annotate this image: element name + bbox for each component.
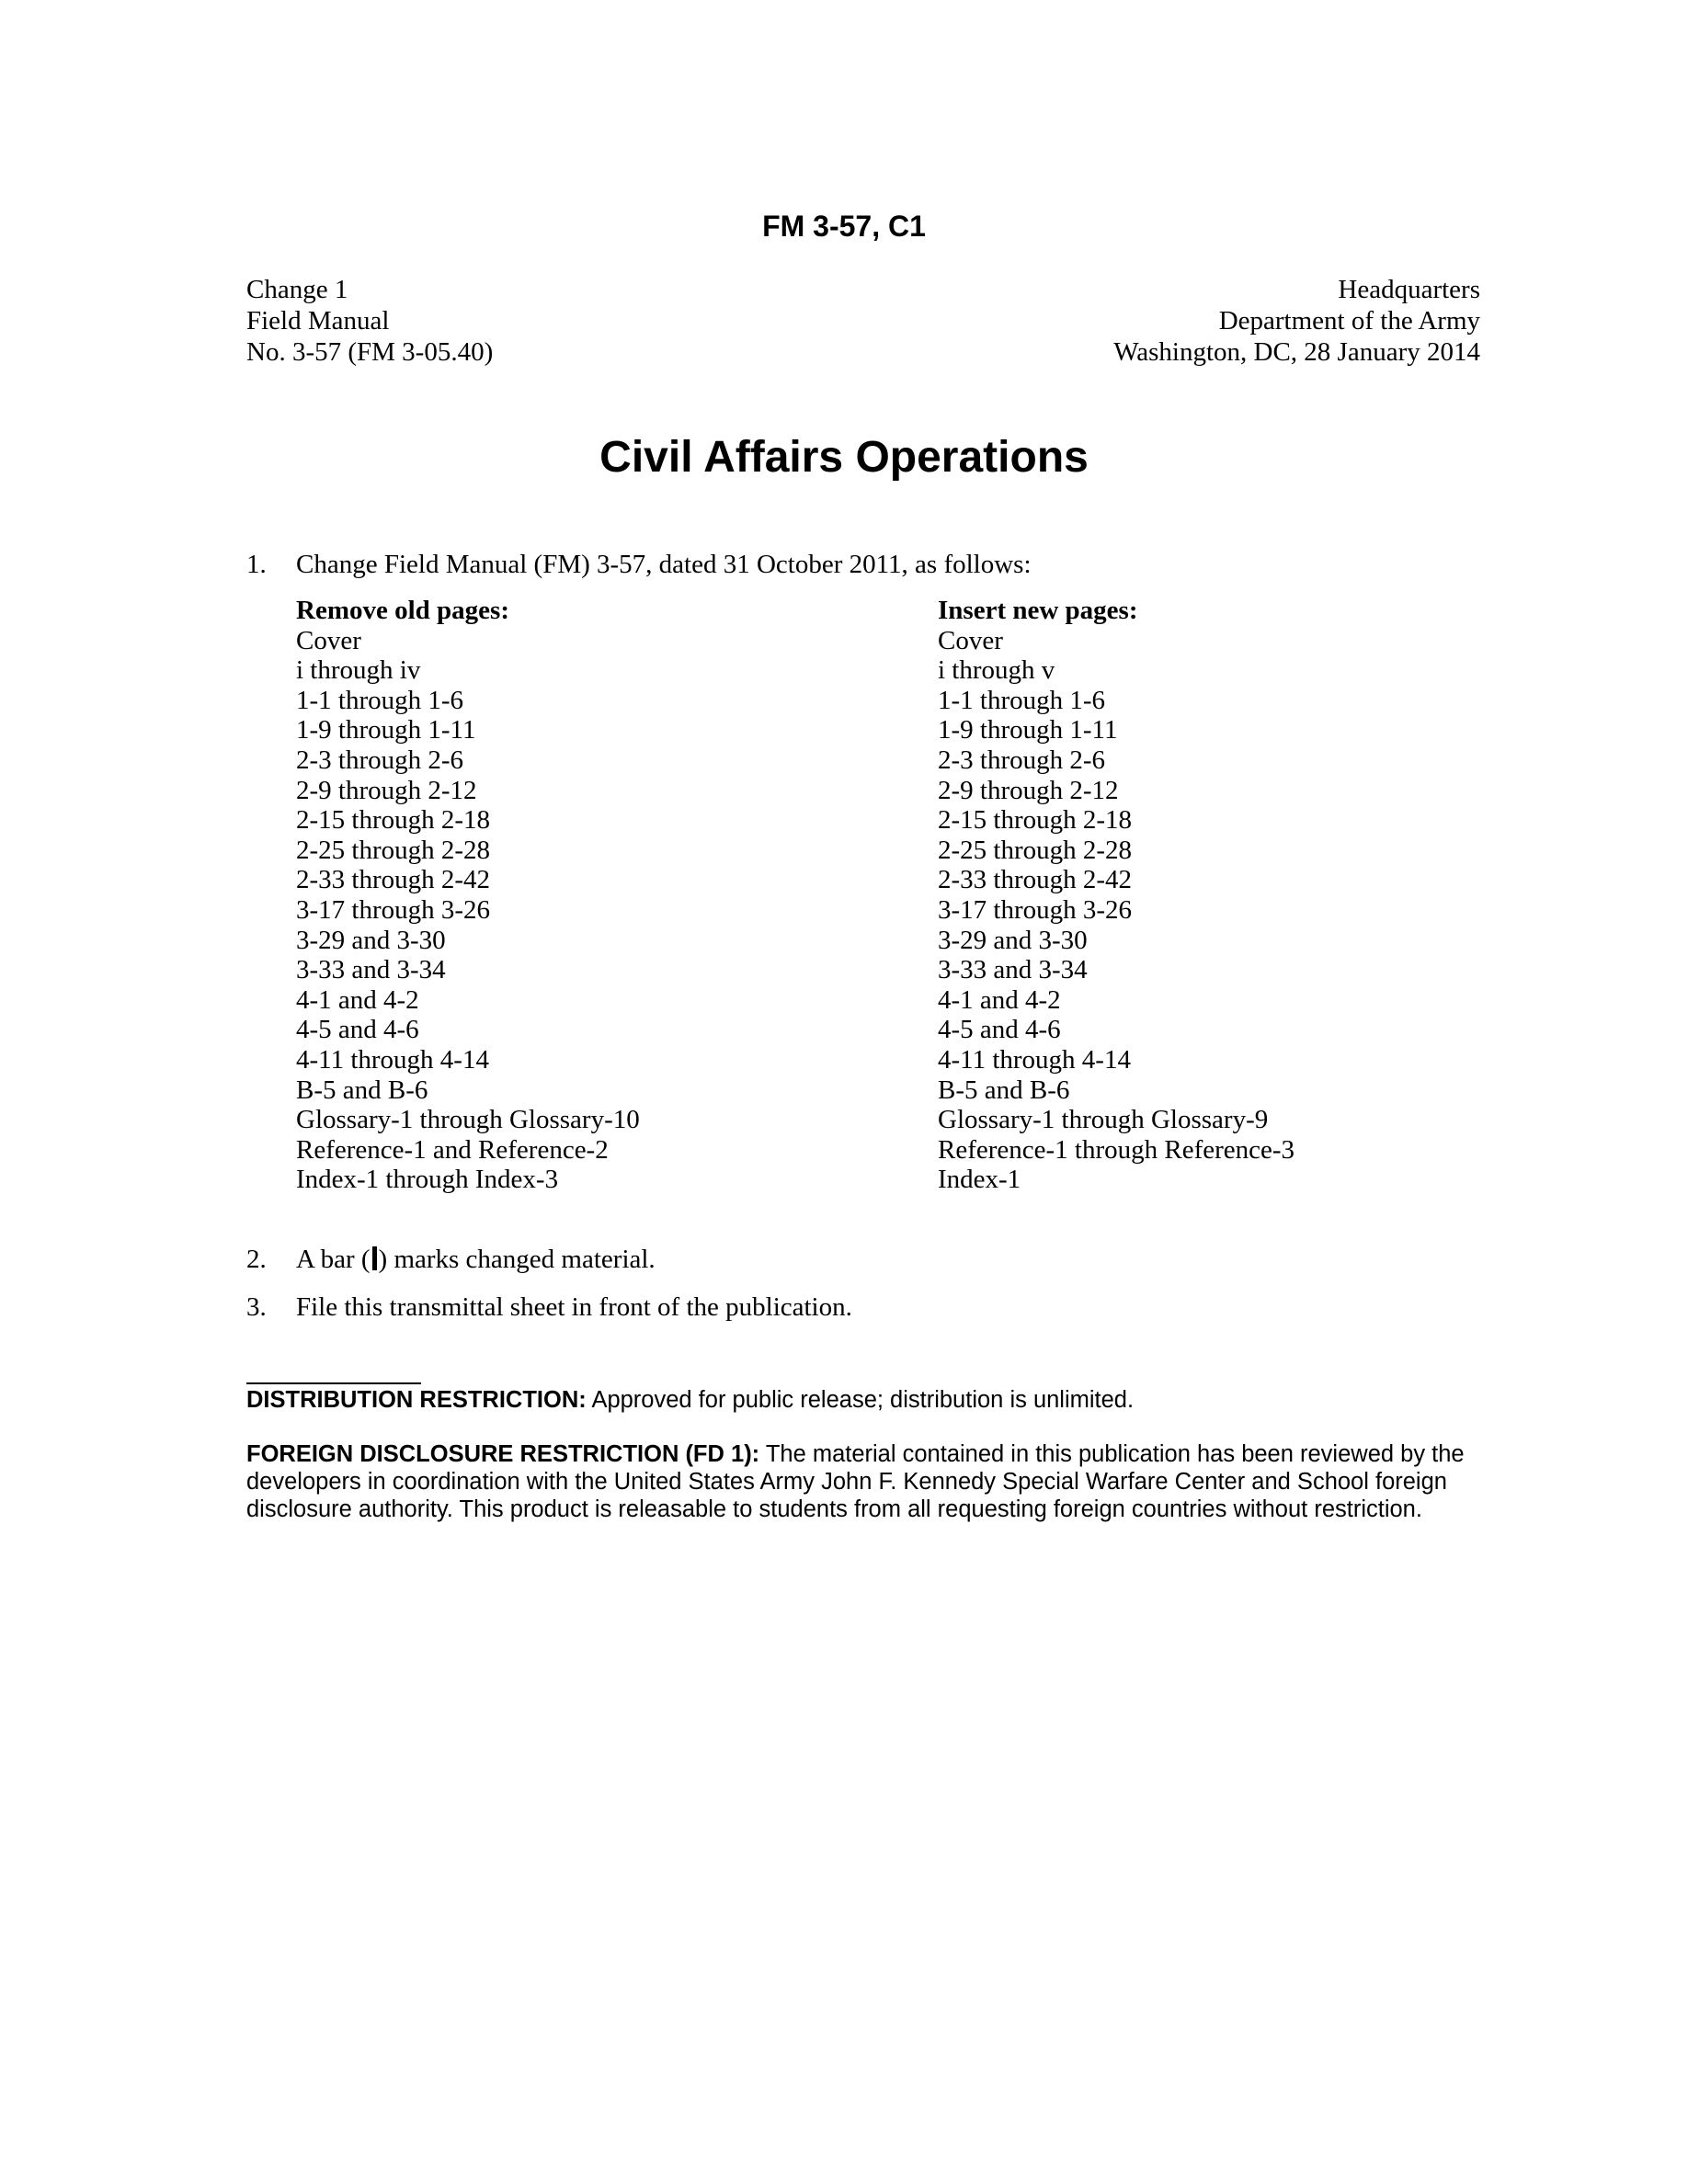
insert-page-entry: Index-1 xyxy=(938,1165,1021,1195)
instruction-item-3 xyxy=(246,1291,852,1323)
change-number: Change 1 xyxy=(246,275,348,304)
header-left-block xyxy=(246,274,493,368)
remove-page-entry: 1-9 through 1-11 xyxy=(296,715,476,745)
remove-page-entry: 1-1 through 1-6 xyxy=(296,685,464,715)
change-bar-icon xyxy=(372,1246,377,1270)
instruction-item-1 xyxy=(246,549,1032,580)
remove-page-entry: 3-33 and 3-34 xyxy=(296,955,446,985)
remove-page-entry: Reference-1 and Reference-2 xyxy=(296,1134,609,1165)
insert-page-entry: 3-17 through 3-26 xyxy=(938,894,1133,925)
item-number: 3. xyxy=(246,1292,267,1322)
item-text: File this transmittal sheet in front of the publication. xyxy=(296,1292,852,1322)
insert-page-entry: Glossary-1 through Glossary-9 xyxy=(938,1105,1269,1135)
remove-page-entry: Index-1 through Index-3 xyxy=(296,1165,559,1195)
item-text-after: ) marks changed material. xyxy=(378,1245,656,1274)
manual-number: No. 3-57 (FM 3-05.40) xyxy=(246,337,494,367)
remove-page-entry: Cover xyxy=(296,625,361,655)
remove-page-entry: 4-5 and 4-6 xyxy=(296,1015,419,1045)
distribution-restriction xyxy=(246,1386,1469,1414)
remove-page-entry: 2-3 through 2-6 xyxy=(296,745,464,775)
remove-page-entry: 2-9 through 2-12 xyxy=(296,775,477,805)
remove-page-entry: 2-15 through 2-18 xyxy=(296,805,491,836)
insert-page-entry: 4-5 and 4-6 xyxy=(938,1015,1061,1045)
item-text-before: A bar ( xyxy=(296,1245,371,1274)
header-right-block xyxy=(1113,274,1480,368)
remove-pages-heading: Remove old pages: xyxy=(296,596,509,625)
foreign-disclosure-restriction xyxy=(246,1440,1469,1523)
footnote-divider xyxy=(246,1382,421,1384)
remove-page-entry: 4-1 and 4-2 xyxy=(296,984,419,1015)
headquarters-label: Headquarters xyxy=(1338,275,1480,304)
manual-type: Field Manual xyxy=(246,306,390,336)
document-title: Civil Affairs Operations xyxy=(599,433,1089,482)
department-name: Department of the Army xyxy=(1218,306,1480,336)
insert-page-entry: B-5 and B-6 xyxy=(938,1075,1070,1105)
item-text: Change Field Manual (FM) 3-57, dated 31 October 2011, as follows: xyxy=(296,550,1032,579)
foreign-disclosure-label: FOREIGN DISCLOSURE RESTRICTION (FD 1): xyxy=(246,1441,760,1467)
insert-page-entry: 3-29 and 3-30 xyxy=(938,925,1088,955)
insert-page-entry: 2-33 through 2-42 xyxy=(938,865,1133,895)
insert-page-entry: 4-11 through 4-14 xyxy=(938,1044,1131,1075)
insert-page-entry: 1-9 through 1-11 xyxy=(938,715,1118,745)
remove-page-entry: 3-29 and 3-30 xyxy=(296,925,446,955)
remove-page-entry: 3-17 through 3-26 xyxy=(296,894,491,925)
insert-page-entry: 1-1 through 1-6 xyxy=(938,685,1106,715)
distribution-text: Approved for public release; distribution is unlimited. xyxy=(591,1387,1135,1413)
foreign-disclosure-text: The material contained in this publication has been reviewed by the developers in coordination with the United States Army John F. Kennedy Special Warfare Center and School foreign disclosure authority. This product is releasable to students from all requesting foreign countries without restriction. xyxy=(246,1441,1465,1522)
location-date: Washington, DC, 28 January 2014 xyxy=(1113,337,1480,367)
remove-page-entry: B-5 and B-6 xyxy=(296,1075,428,1105)
document-id: FM 3-57, C1 xyxy=(762,210,926,243)
insert-page-entry: 2-3 through 2-6 xyxy=(938,745,1106,775)
insert-page-entry: Cover xyxy=(938,625,1003,655)
remove-page-entry: Glossary-1 through Glossary-10 xyxy=(296,1105,640,1135)
insert-page-entry: 2-25 through 2-28 xyxy=(938,835,1133,865)
distribution-label: DISTRIBUTION RESTRICTION: xyxy=(246,1387,587,1413)
insert-page-entry: 2-15 through 2-18 xyxy=(938,805,1133,836)
insert-page-entry: Reference-1 through Reference-3 xyxy=(938,1134,1295,1165)
remove-page-entry: 4-11 through 4-14 xyxy=(296,1044,489,1075)
item-number: 2. xyxy=(246,1245,267,1274)
remove-pages-list xyxy=(296,596,640,1195)
insert-page-entry: 4-1 and 4-2 xyxy=(938,984,1061,1015)
remove-page-entry: 2-33 through 2-42 xyxy=(296,865,491,895)
instruction-item-2 xyxy=(246,1244,656,1275)
insert-page-entry: 3-33 and 3-34 xyxy=(938,955,1088,985)
insert-page-entry: 2-9 through 2-12 xyxy=(938,775,1119,805)
insert-pages-list xyxy=(938,596,1295,1195)
insert-page-entry: i through v xyxy=(938,655,1055,686)
item-number: 1. xyxy=(246,550,267,579)
remove-page-entry: i through iv xyxy=(296,655,421,686)
insert-pages-heading: Insert new pages: xyxy=(938,596,1138,625)
remove-page-entry: 2-25 through 2-28 xyxy=(296,835,491,865)
